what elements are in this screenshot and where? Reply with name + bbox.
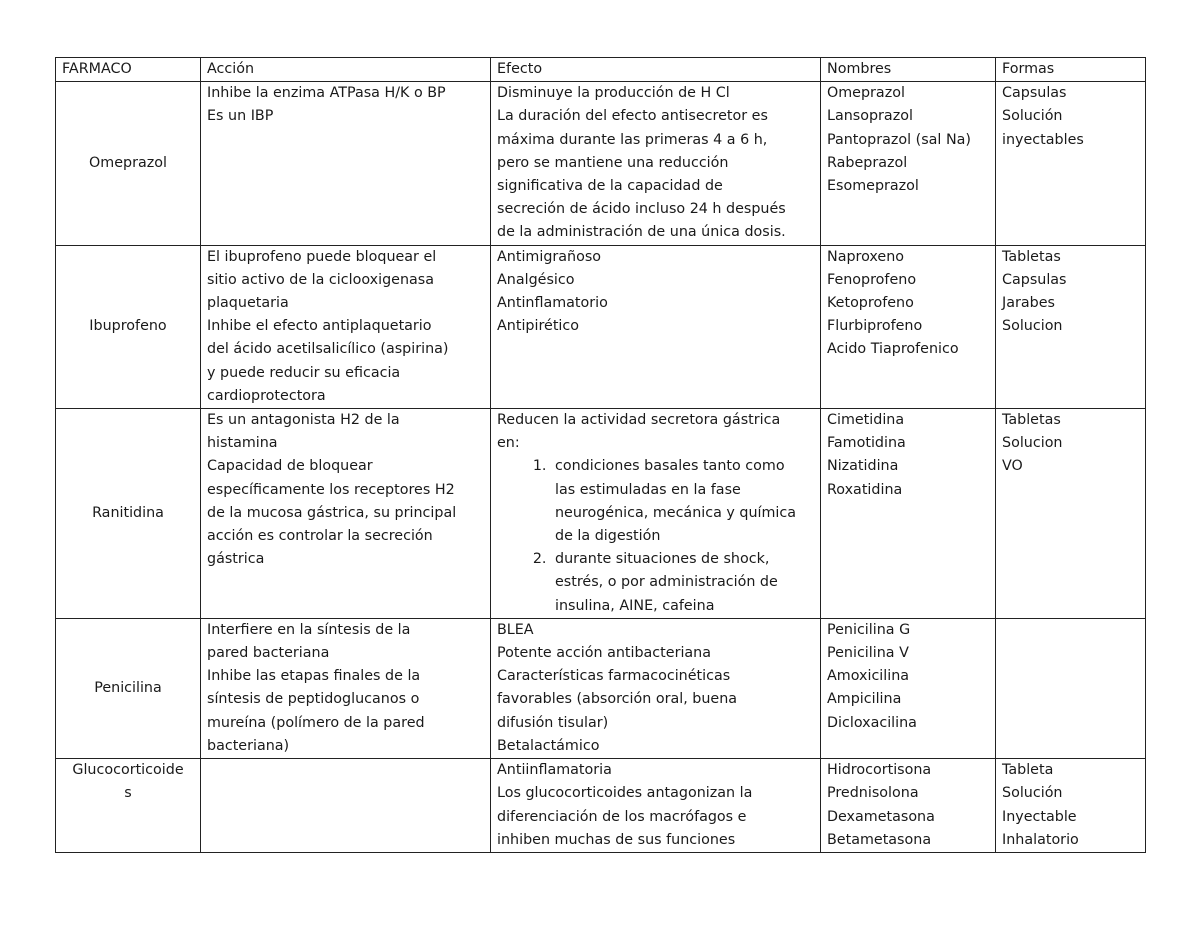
- accion-line: del ácido acetilsalicílico (aspirina): [207, 341, 449, 358]
- efecto-line: Características farmacocinéticas: [497, 668, 731, 685]
- nombre-item: Dicloxacilina: [827, 714, 917, 731]
- efecto-cell: [491, 759, 821, 853]
- nombre-item: Betametasona: [827, 831, 932, 848]
- nombre-item: Hidrocortisona: [827, 762, 932, 779]
- accion-line: Es un IBP: [207, 108, 274, 125]
- accion-line: pared bacteriana: [207, 645, 330, 662]
- formas-cell: [996, 618, 1146, 758]
- accion-line: bacteriana): [207, 737, 290, 754]
- efecto-line: Potente acción antibacteriana: [497, 645, 712, 662]
- nombre-item: Flurbiprofeno: [827, 318, 923, 335]
- table-header-row: [56, 58, 1146, 82]
- accion-cell: [201, 759, 491, 853]
- efecto-line: diferenciación de los macrófagos e: [497, 808, 747, 825]
- accion-line: gástrica: [207, 551, 265, 568]
- farmaco-cell: [56, 759, 201, 853]
- efecto-line: 2. durante situaciones de shock,: [555, 551, 770, 568]
- header-accion: Acción: [201, 58, 491, 82]
- nombre-item: Acido Tiaprofenico: [827, 341, 959, 358]
- efecto-line: las estimuladas en la fase: [555, 481, 741, 498]
- farmaco-cell: Omeprazol: [56, 82, 201, 245]
- nombre-item: Amoxicilina: [827, 668, 910, 685]
- accion-line: Inhibe el efecto antiplaquetario: [207, 318, 432, 335]
- forma-item: Capsulas: [1002, 85, 1067, 102]
- nombre-item: Fenoprofeno: [827, 271, 917, 288]
- efecto-line: Analgésico: [497, 271, 575, 288]
- nombre-item: Ketoprofeno: [827, 295, 914, 312]
- efecto-line: neurogénica, mecánica y química: [555, 504, 797, 521]
- efecto-line: máxima durante las primeras 4 a 6 h,: [497, 131, 768, 148]
- farmaco-cell: Ibuprofeno: [56, 245, 201, 408]
- forma-item: Jarabes: [1002, 295, 1055, 312]
- efecto-line: Disminuye la producción de H Cl: [497, 85, 730, 102]
- forma-item: Tabletas: [1002, 248, 1061, 265]
- nombre-item: Dexametasona: [827, 808, 935, 825]
- efecto-line: de la administración de una única dosis.: [497, 224, 786, 241]
- efecto-cell: [491, 245, 821, 408]
- table-row-omeprazol: [56, 82, 1146, 245]
- forma-item: Inyectable: [1002, 808, 1077, 825]
- header-formas: Formas: [996, 58, 1146, 82]
- accion-cell: [201, 409, 491, 619]
- header-farmaco: FARMACO: [56, 58, 201, 82]
- forma-item: Tableta: [1002, 762, 1054, 779]
- drug-comparison-table: [55, 57, 1146, 853]
- efecto-line: pero se mantiene una reducción: [497, 154, 729, 171]
- accion-line: sitio activo de la ciclooxigenasa: [207, 271, 434, 288]
- nombre-item: Esomeprazol: [827, 178, 919, 195]
- nombre-item: Famotidina: [827, 435, 906, 452]
- formas-cell: [996, 759, 1146, 853]
- accion-line: y puede reducir su eficacia: [207, 364, 401, 381]
- efecto-line: secreción de ácido incluso 24 h después: [497, 201, 786, 218]
- accion-line: Inhibe las etapas finales de la: [207, 668, 421, 685]
- accion-cell: [201, 245, 491, 408]
- forma-item: Solucion: [1002, 318, 1063, 335]
- forma-item: Solución: [1002, 108, 1063, 125]
- nombres-cell: [821, 82, 996, 245]
- efecto-line: difusión tisular): [497, 714, 609, 731]
- efecto-line: favorables (absorción oral, buena: [497, 691, 738, 708]
- accion-line: mureína (polímero de la pared: [207, 714, 425, 731]
- forma-item: inyectables: [1002, 131, 1084, 148]
- accion-line: Interfiere en la síntesis de la: [207, 621, 411, 638]
- efecto-line: en:: [497, 435, 520, 452]
- nombre-item: Penicilina V: [827, 645, 909, 662]
- forma-item: Solucion: [1002, 435, 1063, 452]
- nombre-item: Omeprazol: [827, 85, 905, 102]
- table-row-ibuprofeno: [56, 245, 1146, 408]
- forma-item: Capsulas: [1002, 271, 1067, 288]
- farmaco-cell: Penicilina: [56, 618, 201, 758]
- nombre-item: Prednisolona: [827, 785, 919, 802]
- efecto-line: significativa de la capacidad de: [497, 178, 723, 195]
- formas-cell: [996, 409, 1146, 619]
- formas-cell: [996, 82, 1146, 245]
- nombres-cell: [821, 618, 996, 758]
- nombres-cell: [821, 409, 996, 619]
- accion-line: Capacidad de bloquear: [207, 458, 373, 475]
- header-efecto: Efecto: [491, 58, 821, 82]
- efecto-cell: [491, 409, 821, 619]
- efecto-line: Reducen la actividad secretora gástrica: [497, 412, 781, 429]
- table-row-penicilina: [56, 618, 1146, 758]
- accion-line: de la mucosa gástrica, su principal: [207, 504, 457, 521]
- nombre-item: Rabeprazol: [827, 154, 908, 171]
- accion-line: plaquetaria: [207, 295, 289, 312]
- efecto-line: de la digestión: [555, 528, 661, 545]
- efecto-line: Los glucocorticoides antagonizan la: [497, 785, 753, 802]
- nombres-cell: [821, 245, 996, 408]
- efecto-list-item: [551, 548, 814, 618]
- accion-line: histamina: [207, 435, 278, 452]
- efecto-cell: [491, 618, 821, 758]
- efecto-list-item: [551, 455, 814, 548]
- efecto-line: 1. condiciones basales tanto como: [555, 458, 785, 475]
- farmaco-line: s: [124, 785, 132, 802]
- efecto-line: Antimigrañoso: [497, 248, 602, 265]
- header-nombres: Nombres: [821, 58, 996, 82]
- farmaco-cell: Ranitidina: [56, 409, 201, 619]
- forma-item: Inhalatorio: [1002, 831, 1079, 848]
- accion-cell: [201, 82, 491, 245]
- efecto-line: estrés, o por administración de: [555, 574, 778, 591]
- accion-line: El ibuprofeno puede bloquear el: [207, 248, 437, 265]
- efecto-line: La duración del efecto antisecretor es: [497, 108, 768, 125]
- efecto-line: insulina, AINE, cafeina: [555, 597, 715, 614]
- nombre-item: Cimetidina: [827, 412, 905, 429]
- efecto-line: Antipirético: [497, 318, 580, 335]
- accion-line: Es un antagonista H2 de la: [207, 412, 400, 429]
- accion-line: síntesis de peptidoglucanos o: [207, 691, 420, 708]
- efecto-line: Betalactámico: [497, 737, 600, 754]
- efecto-cell: [491, 82, 821, 245]
- nombre-item: Lansoprazol: [827, 108, 913, 125]
- farmaco-line: Glucocorticoide: [72, 762, 184, 779]
- efecto-line: inhiben muchas de sus funciones: [497, 831, 736, 848]
- forma-item: Solución: [1002, 785, 1063, 802]
- forma-item: Tabletas: [1002, 412, 1061, 429]
- efecto-line: Antinflamatorio: [497, 295, 608, 312]
- efecto-line: BLEA: [497, 621, 534, 638]
- forma-item: VO: [1002, 458, 1023, 475]
- accion-line: cardioprotectora: [207, 387, 326, 404]
- formas-cell: [996, 245, 1146, 408]
- nombre-item: Penicilina G: [827, 621, 911, 638]
- accion-line: acción es controlar la secreción: [207, 528, 433, 545]
- nombre-item: Naproxeno: [827, 248, 905, 265]
- nombre-item: Pantoprazol (sal Na): [827, 131, 971, 148]
- nombre-item: Roxatidina: [827, 481, 903, 498]
- accion-line: específicamente los receptores H2: [207, 481, 455, 498]
- table-row-ranitidina: [56, 409, 1146, 619]
- nombre-item: Ampicilina: [827, 691, 902, 708]
- efecto-line: Antiinflamatoria: [497, 762, 612, 779]
- accion-line: Inhibe la enzima ATPasa H/K o BP: [207, 85, 446, 102]
- accion-cell: [201, 618, 491, 758]
- table-row-glucocorticoides: [56, 759, 1146, 853]
- nombre-item: Nizatidina: [827, 458, 899, 475]
- nombres-cell: [821, 759, 996, 853]
- efecto-numbered-list: [497, 455, 814, 617]
